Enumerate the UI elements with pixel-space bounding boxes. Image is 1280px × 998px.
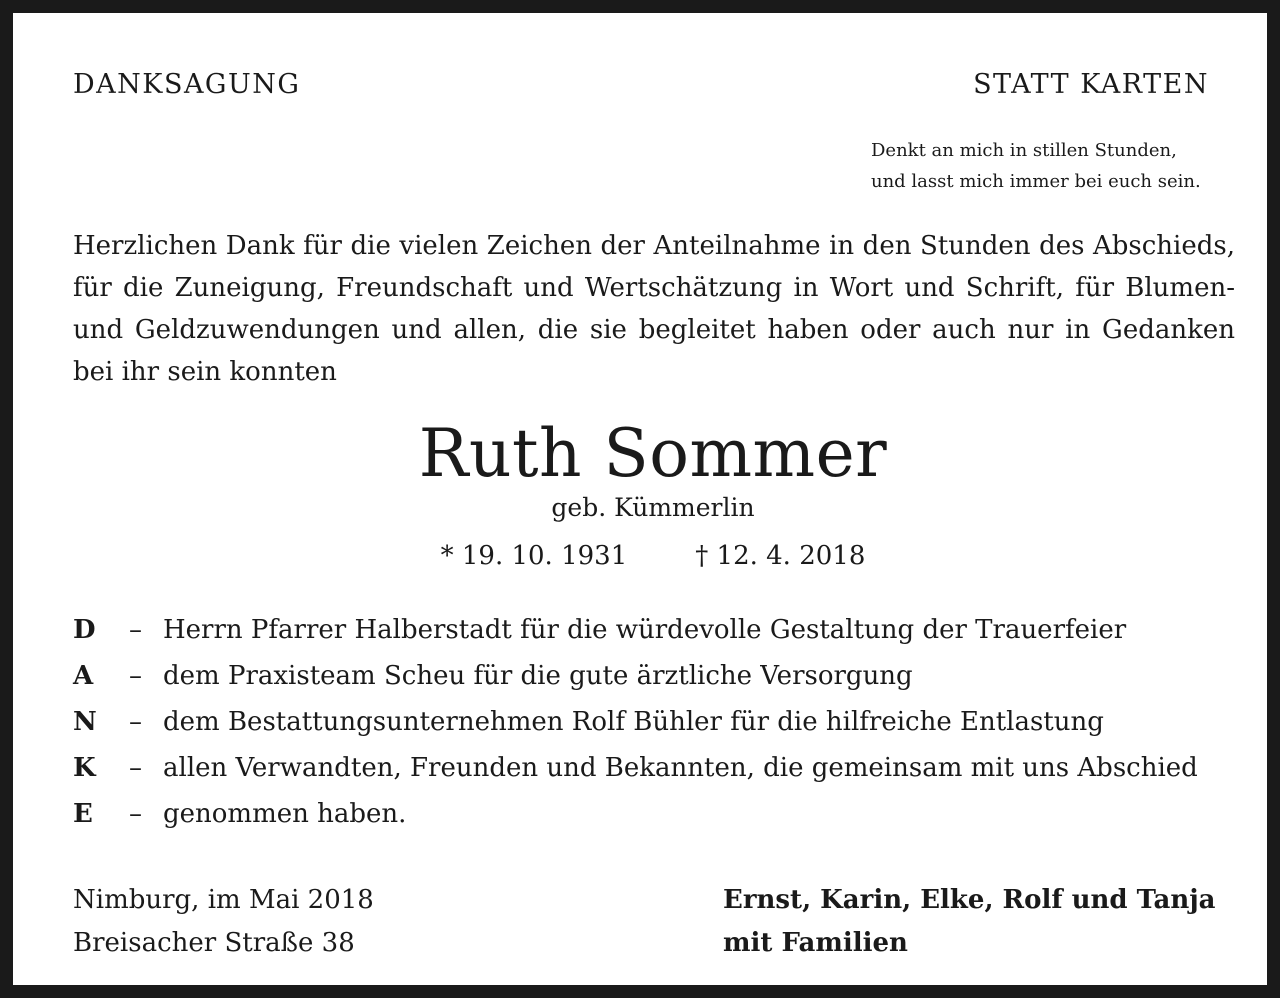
danke-letter: N: [73, 707, 97, 737]
danke-dash: –: [129, 799, 142, 829]
birth-date: * 19. 10. 1931: [440, 541, 628, 571]
verse-line: und lasst mich immer bei euch sein.: [871, 171, 1201, 192]
thanks-line: bei ihr sein konnten: [73, 357, 337, 387]
danke-letter: K: [73, 753, 96, 783]
danke-letter: A: [73, 661, 94, 691]
street-address: Breisacher Straße 38: [73, 928, 355, 958]
danke-text: genommen haben.: [163, 799, 407, 829]
danke-dash: –: [129, 661, 142, 691]
danke-dash: –: [129, 753, 142, 783]
header-title: DANKSAGUNG: [73, 69, 301, 100]
signers-families: mit Familien: [723, 928, 908, 958]
verse-quote: [871, 135, 1201, 197]
thanks-line: für die Zuneigung, Freundschaft und Wertschätzung in Wort und Schrift, für Blumen-: [73, 273, 1235, 303]
danke-letter: D: [73, 615, 96, 645]
thanks-line: Herzlichen Dank für die vielen Zeichen der Anteilnahme in den Stunden des Abschieds,: [73, 231, 1235, 261]
danke-text: allen Verwandten, Freunden und Bekannten, die gemeinsam mit uns Abschied: [163, 753, 1198, 783]
signers: [723, 879, 1216, 965]
place-date: Nimburg, im Mai 2018: [73, 885, 374, 915]
verse-line: Denkt an mich in stillen Stunden,: [871, 140, 1177, 161]
place-and-address: [73, 879, 374, 965]
danke-text: dem Bestattungsunternehmen Rolf Bühler für die hilfreiche Entlastung: [163, 707, 1104, 737]
header-subtitle: STATT KARTEN: [973, 69, 1209, 100]
danke-text: dem Praxisteam Scheu für die gute ärztliche Versorgung: [163, 661, 913, 691]
thanks-line: und Geldzuwendungen und allen, die sie begleitet haben oder auch nur in Gedanken: [73, 315, 1235, 345]
danke-dash: –: [129, 615, 142, 645]
danke-letter: E: [73, 799, 93, 829]
life-dates: [13, 541, 1280, 571]
danke-text: Herrn Pfarrer Halberstadt für die würdevolle Gestaltung der Trauerfeier: [163, 615, 1127, 645]
deceased-birth-name: geb. Kümmerlin: [551, 493, 755, 522]
deceased-name: Ruth Sommer: [418, 415, 888, 492]
thanks-paragraph: [73, 225, 1235, 393]
death-date: † 12. 4. 2018: [695, 541, 866, 571]
danke-dash: –: [129, 707, 142, 737]
signers-names: Ernst, Karin, Elke, Rolf und Tanja: [723, 885, 1216, 915]
